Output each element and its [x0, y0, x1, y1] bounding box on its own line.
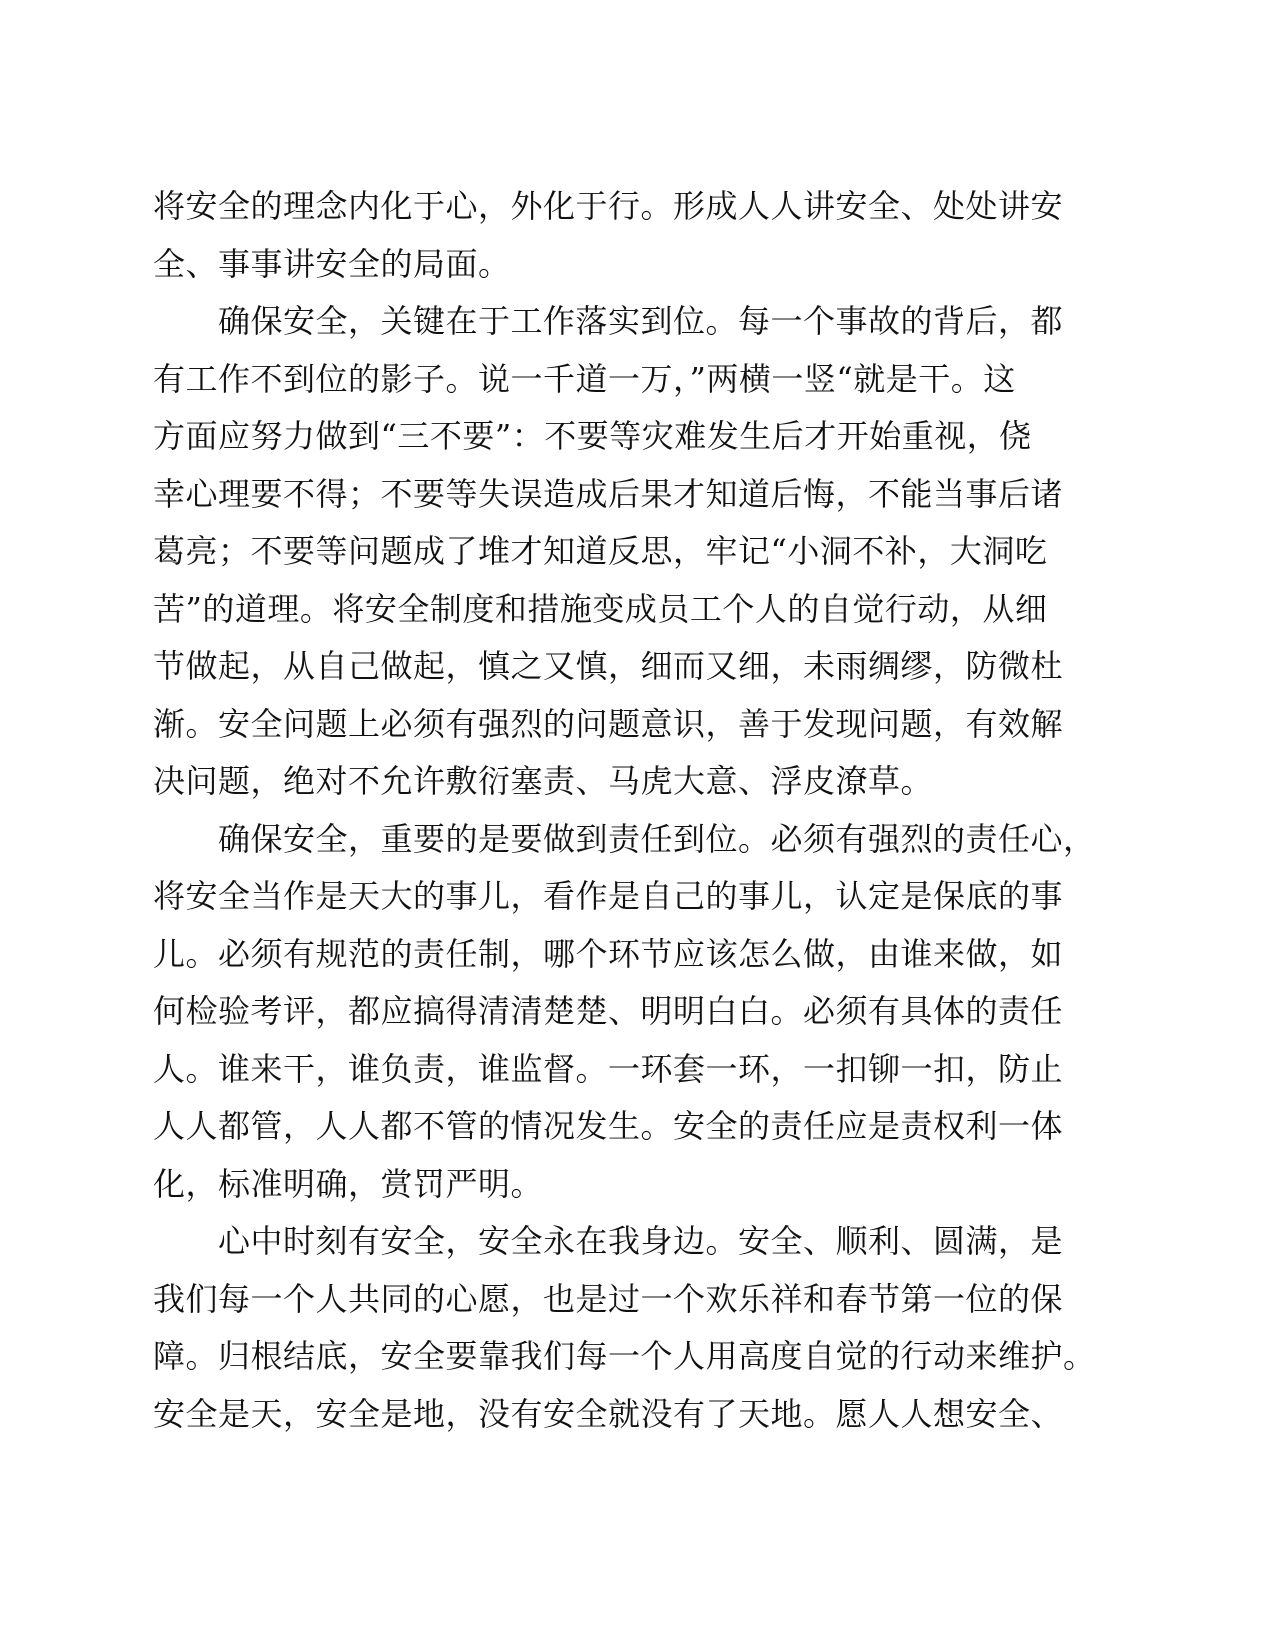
text-line: 儿。必须有规范的责任制，哪个环节应该怎么做，由谁来做，如: [153, 934, 1064, 973]
text-line: 确保安全，关键在于工作落实到位。每一个事故的背后，都: [153, 302, 1064, 340]
text-line: 心中时刻有安全，安全永在我身边。安全、顺利、圆满，是: [153, 1222, 1064, 1260]
text-line: 人人都管，人人都不管的情况发生。安全的责任应是责权利一体: [153, 1107, 1064, 1145]
text-line: 幸心理要不得；不要等失误造成后果才知道后悔，不能当事后诸: [153, 474, 1064, 513]
text-line: 全、事事讲安全的局面。: [153, 244, 511, 283]
text-line: 将安全的理念内化于心，外化于行。形成人人讲安全、处处讲安: [153, 187, 1064, 225]
text-line: 我们每一个人共同的心愿，也是过一个欢乐祥和春节第一位的保: [153, 1279, 1064, 1318]
text-line: 渐。安全问题上必须有强烈的问题意识，善于发现问题，有效解: [153, 704, 1064, 743]
text-line: 苦”的道理。将安全制度和措施变成员工个人的自觉行动，从细: [153, 589, 1048, 628]
text-line: 将安全当作是天大的事儿，看作是自己的事儿，认定是保底的事: [153, 877, 1064, 915]
text-line: 葛亮；不要等问题成了堆才知道反思，牢记“小洞不补，大洞吃: [153, 532, 1048, 570]
text-line: 安全是天，安全是地，没有安全就没有了天地。愿人人想安全、: [153, 1394, 1064, 1433]
text-line: 障。归根结底，安全要靠我们每一个人用高度自觉的行动来维护。: [153, 1337, 1096, 1375]
text-line: 节做起，从自己做起，慎之又慎，细而又细，未雨绸缪，防微杜: [153, 647, 1064, 685]
text-line: 有工作不到位的影子。说一千道一万，”两横一竖“就是干。这: [153, 359, 1016, 398]
body-text: [153, 178, 1113, 1443]
text-line: 决问题，绝对不允许敷衍塞责、马虎大意、浮皮潦草。: [153, 762, 934, 800]
text-line: 人。谁来干，谁负责，谁监督。一环套一环，一扣铆一扣，防止: [153, 1049, 1064, 1088]
text-line: 确保安全，重要的是要做到责任到位。必须有强烈的责任心，: [153, 819, 1096, 858]
text-line: 化，标准明确，赏罚严明。: [153, 1164, 544, 1203]
text-line: 何检验考评，都应搞得清清楚楚、明明白白。必须有具体的责任: [153, 992, 1064, 1030]
text-line: 方面应努力做到“三不要”：不要等灾难发生后才开始重视，侥: [153, 417, 1032, 455]
